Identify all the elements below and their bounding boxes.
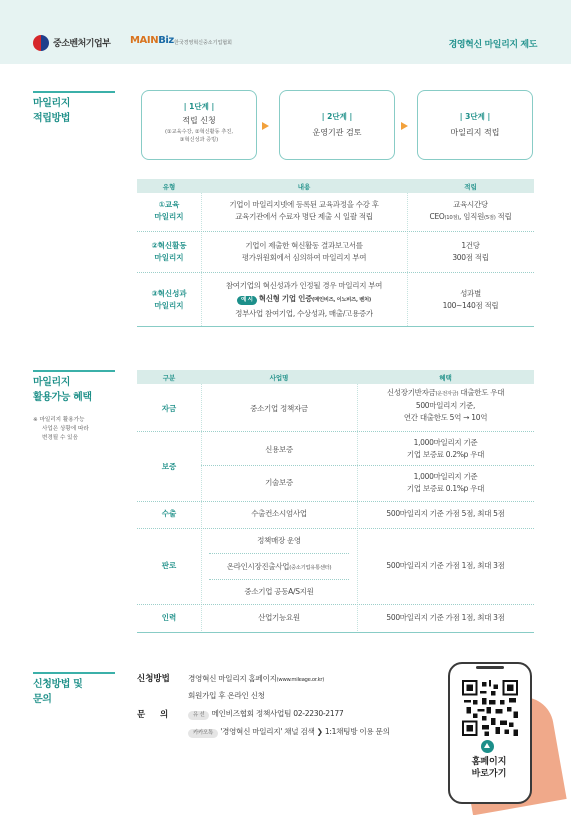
reward-education: 교육시간당 CEO(10점), 임직원(5점) 적립 xyxy=(429,200,512,221)
col-header-content: 내용 xyxy=(297,183,311,191)
mainbiz-logo: MAINBiz xyxy=(130,35,174,46)
phone-pill: 유 선 xyxy=(188,711,209,720)
program-policy-funds: 중소기업 정책자금 xyxy=(250,404,308,413)
benefit-tech-guarantee: 1,000마일리지 기준 기업 보증료 0.1%p 우대 xyxy=(406,472,485,493)
col-header-reward: 적립 xyxy=(464,183,477,191)
program-credit-guarantee: 신용보증 xyxy=(265,445,293,454)
col-header-type: 유형 xyxy=(162,183,176,191)
section3-title: 신청방법 및 문의 xyxy=(33,679,83,705)
mainbiz-subtitle: 한국경영혁신중소기업협회 xyxy=(174,40,232,46)
reward-innovation-activity: 1건당 300점 적립 xyxy=(452,241,489,262)
contact-label: 문 의 xyxy=(137,710,169,720)
table2-bottom-rule xyxy=(137,632,534,633)
header-band xyxy=(0,0,571,64)
row-divider xyxy=(209,553,349,554)
row-divider xyxy=(137,528,534,529)
program-export-consortium: 수출컨소시엄사업 xyxy=(251,509,307,518)
section1-rule xyxy=(33,91,115,93)
row-divider xyxy=(137,431,534,432)
benefit-market: 500마일리지 기준 가점 1점, 최대 3점 xyxy=(386,561,505,570)
row-divider xyxy=(137,272,534,273)
content-innovation-activity: 기업이 제출한 혁신활동 결과보고서를 평가위원회에서 심의하여 마일리지 부여 xyxy=(241,241,367,262)
arrow-right-icon xyxy=(401,122,408,130)
col-header-category: 구분 xyxy=(162,374,176,382)
section3-rule xyxy=(33,672,115,674)
category-hr: 인력 xyxy=(161,613,177,622)
col-header-benefit: 혜택 xyxy=(439,374,452,382)
type-education: ①교육 마일리지 xyxy=(154,200,184,221)
step-2-card: | 2단계 | 운영기관 검토 xyxy=(279,90,395,160)
program-industrial-worker: 산업기능요원 xyxy=(258,613,300,622)
apply-method: 회원가입 후 온라인 신청 xyxy=(188,691,265,700)
ministry-name: 중소벤처기업부 xyxy=(53,39,111,49)
row-divider xyxy=(209,579,349,580)
row-divider xyxy=(137,231,534,232)
up-arrow-icon[interactable] xyxy=(481,740,494,753)
benefit-policy-funds: 신성장기반자금(운전자금) 대출한도 우대 500마일리지 기준, 연간 대출한도 5억 → 10억 xyxy=(386,388,505,422)
category-funds: 자금 xyxy=(161,404,177,413)
benefit-credit-guarantee: 1,000마일리지 기준 기업 보증료 0.2%p 우대 xyxy=(406,438,485,459)
section2-rule xyxy=(33,370,115,372)
reward-innovation-result: 성과별 100~140점 적립 xyxy=(442,289,499,310)
contact-phone: 유 선 메인비즈협회 정책사업팀 02-2230-2177 xyxy=(188,708,343,720)
section1-title: 마일리지 적립방법 xyxy=(33,98,71,124)
arrow-right-icon xyxy=(262,122,269,130)
step-1-card: | 1단계 | 적립 신청 (①교육수강, ②혁신활동 추진, ③혁신성과 증빙) xyxy=(141,90,257,160)
type-innovation-activity: ②혁신활동 마일리지 xyxy=(151,241,187,262)
row-divider xyxy=(201,465,534,466)
row-divider xyxy=(137,501,534,502)
kakao-pill: 카카오톡 xyxy=(188,729,218,738)
phone-notch xyxy=(476,666,504,669)
category-guarantee: 보증 xyxy=(161,462,177,471)
content-innovation-result: 참여기업의 혁신성과가 인정될 경우 마일리지 부여 예 시 혁신형 기업 인증(메인비즈, 이노비즈, 벤처) 정부사업 참여기업, 수상성과, 매출/고용증가 xyxy=(225,281,383,318)
content-education: 기업이 마일리지넷에 등록된 교육과정을 수강 후 교육기관에서 수료자 명단 제출 시 일괄 적립 xyxy=(229,200,379,221)
apply-label: 신청방법 xyxy=(137,674,170,684)
apply-website: 경영혁신 마일리지 홈페이지(www.mileage.or.kr) xyxy=(188,674,325,683)
homepage-shortcut[interactable]: 홈페이지 바로가기 xyxy=(471,757,507,779)
qr-code-icon[interactable] xyxy=(462,680,518,736)
program-joint-as: 중소기업 공동A/S지원 xyxy=(244,587,314,596)
col-header-program: 사업명 xyxy=(269,374,289,382)
benefit-industrial-worker: 500마일리지 기준 가점 1점, 최대 3점 xyxy=(386,613,505,622)
contact-kakao: 카카오톡 '경영혁신 마일리지' 채널 검색 ❯ 1:1채팅방 이용 문의 xyxy=(188,726,390,738)
page-title: 경영혁신 마일리지 제도 xyxy=(448,40,537,50)
table1-bottom-rule xyxy=(137,326,534,327)
step-3-card: | 3단계 | 마일리지 적립 xyxy=(417,90,533,160)
section2-title: 마일리지 활용가능 혜택 xyxy=(33,377,92,403)
category-market: 판로 xyxy=(161,561,177,570)
program-tech-guarantee: 기술보증 xyxy=(265,478,293,487)
benefit-export-consortium: 500마일리지 기준 가점 5점, 최대 5점 xyxy=(386,509,505,518)
example-badge: 예 시 xyxy=(237,296,257,305)
row-divider xyxy=(137,604,534,605)
program-policy-store: 정책매장 운영 xyxy=(257,536,301,545)
type-innovation-result: ③혁신성과 마일리지 xyxy=(151,289,187,310)
program-online-market: 온라인시장진출사업(중소기업유통센터) xyxy=(226,562,332,571)
government-emblem-icon xyxy=(33,35,49,51)
section2-note: ※ 마일리지 활용가능 사업은 상황에 따라 변경될 수 있음 xyxy=(33,417,89,441)
category-export: 수출 xyxy=(161,509,177,518)
